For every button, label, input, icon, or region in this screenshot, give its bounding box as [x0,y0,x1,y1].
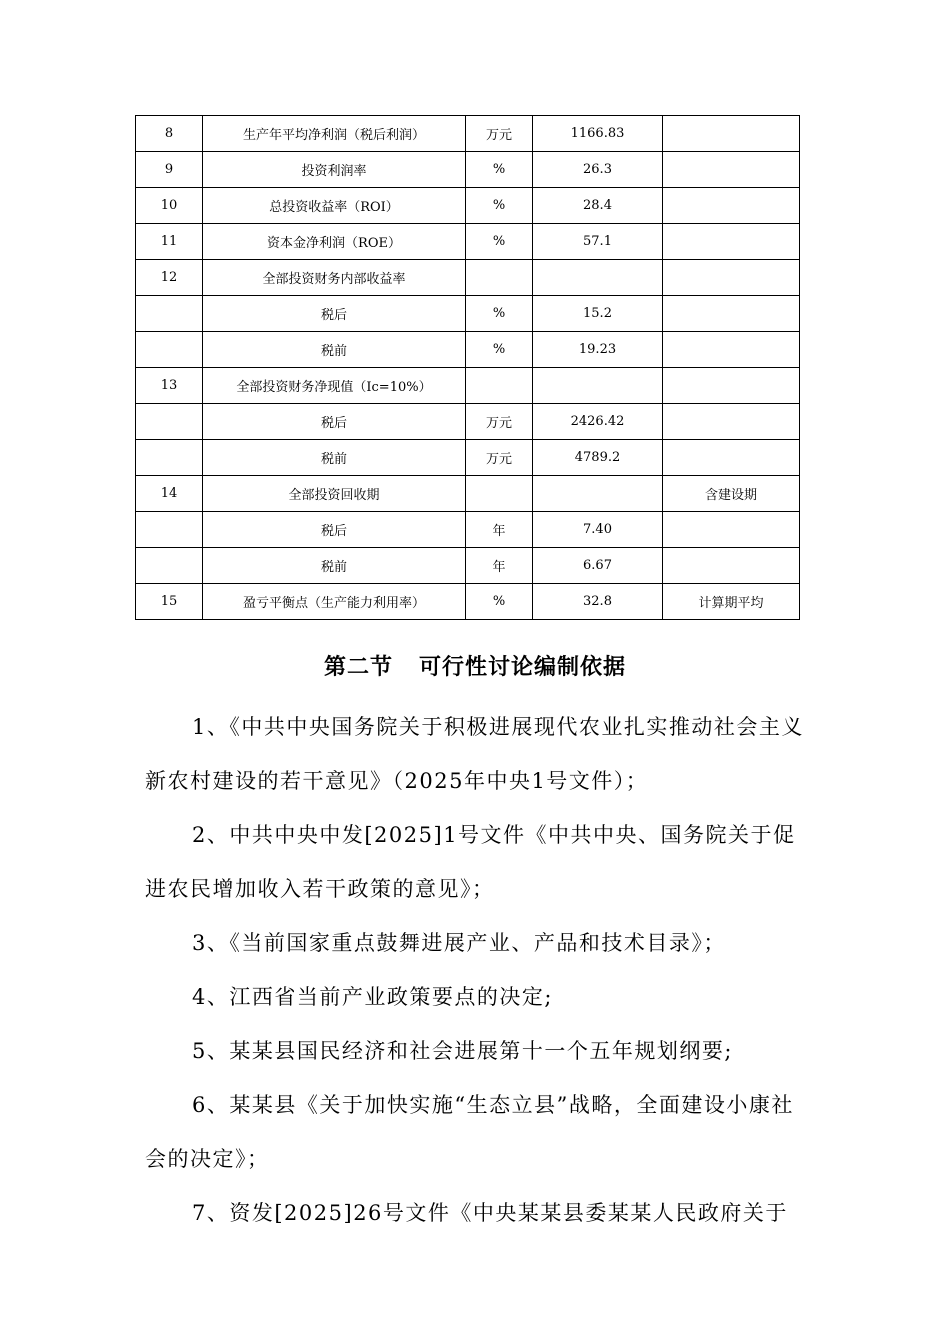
row-number: 8 [136,116,203,152]
row-unit: 年 [466,512,533,548]
table-body [136,116,800,620]
row-item: 总投资收益率（ROI） [203,188,466,224]
row-item: 盈亏平衡点（生产能力利用率） [203,584,466,620]
row-unit: 万元 [466,440,533,476]
row-number: 9 [136,152,203,188]
row-number [136,548,203,584]
row-item: 生产年平均净利润（税后利润） [203,116,466,152]
row-value [533,260,663,296]
table-row [136,260,800,296]
row-unit: % [466,188,533,224]
table-row [136,512,800,548]
table-row [136,296,800,332]
table-row [136,152,800,188]
row-unit: % [466,584,533,620]
row-value: 2426.42 [533,404,663,440]
table-row [136,548,800,584]
section-title: 可行性讨论编制依据 [419,655,627,680]
row-value: 15.2 [533,296,663,332]
row-number: 12 [136,260,203,296]
row-item: 税前 [203,332,466,368]
table-row [136,116,800,152]
row-note: 计算期平均 [663,584,800,620]
row-note [663,152,800,188]
row-value [533,368,663,404]
table-row [136,188,800,224]
row-note [663,404,800,440]
row-value: 28.4 [533,188,663,224]
row-unit [466,260,533,296]
table-row [136,368,800,404]
basis-item-3: 3、《当前国家重点鼓舞进展产业、产品和技术目录》； [192,931,726,955]
row-unit: % [466,296,533,332]
row-value: 6.67 [533,548,663,584]
row-item: 税后 [203,296,466,332]
row-value: 7.40 [533,512,663,548]
row-item: 税后 [203,404,466,440]
row-number [136,332,203,368]
row-item: 资本金净利润（ROE） [203,224,466,260]
row-note [663,116,800,152]
row-unit: 年 [466,548,533,584]
row-number: 15 [136,584,203,620]
table-row [136,224,800,260]
row-value: 26.3 [533,152,663,188]
row-note [663,512,800,548]
table-row [136,584,800,620]
basis-item-7: 7、资发[2025]26号文件《中央某某县委某某人民政府关于 [192,1201,788,1225]
table-row [136,404,800,440]
row-unit [466,368,533,404]
table-row [136,440,800,476]
row-note [663,368,800,404]
basis-item-1: 1、《中共中央国务院关于积极进展现代农业扎实推动社会主义新农村建设的若干意见》（2025年中央1号文件）； [145,715,804,793]
table-row [136,476,800,512]
row-number: 14 [136,476,203,512]
basis-item-2: 2、中共中央中发[2025]1号文件《中共中央、国务院关于促进农民增加收入若干政策的意见》； [145,823,796,901]
row-item: 全部投资财务净现值（Ic=10%） [203,368,466,404]
row-note [663,224,800,260]
row-value: 32.8 [533,584,663,620]
row-number: 10 [136,188,203,224]
row-number [136,440,203,476]
row-item: 全部投资回收期 [203,476,466,512]
row-item: 税后 [203,512,466,548]
row-unit: % [466,224,533,260]
row-number [136,512,203,548]
row-unit: % [466,332,533,368]
row-value: 57.1 [533,224,663,260]
row-note [663,440,800,476]
table-row [136,332,800,368]
row-unit: 万元 [466,116,533,152]
row-note [663,296,800,332]
row-unit: 万元 [466,404,533,440]
row-note [663,332,800,368]
row-value: 4789.2 [533,440,663,476]
row-unit: % [466,152,533,188]
row-number [136,296,203,332]
row-unit [466,476,533,512]
basis-item-6: 6、某某县《关于加快实施“生态立县”战略，全面建设小康社会的决定》； [145,1093,794,1171]
row-note [663,260,800,296]
row-value: 1166.83 [533,116,663,152]
financial-indicators-table [135,115,800,620]
section-number: 第二节 [323,655,393,680]
row-value: 19.23 [533,332,663,368]
basis-item-5: 5、某某县国民经济和社会进展第十一个五年规划纲要; [192,1039,733,1063]
row-number [136,404,203,440]
row-number: 13 [136,368,203,404]
row-item: 投资利润率 [203,152,466,188]
row-note [663,548,800,584]
row-item: 全部投资财务内部收益率 [203,260,466,296]
basis-item-4: 4、江西省当前产业政策要点的决定; [192,985,553,1009]
row-number: 11 [136,224,203,260]
row-item: 税前 [203,548,466,584]
row-value [533,476,663,512]
section-heading [0,650,950,681]
row-note [663,188,800,224]
row-item: 税前 [203,440,466,476]
row-note: 含建设期 [663,476,800,512]
